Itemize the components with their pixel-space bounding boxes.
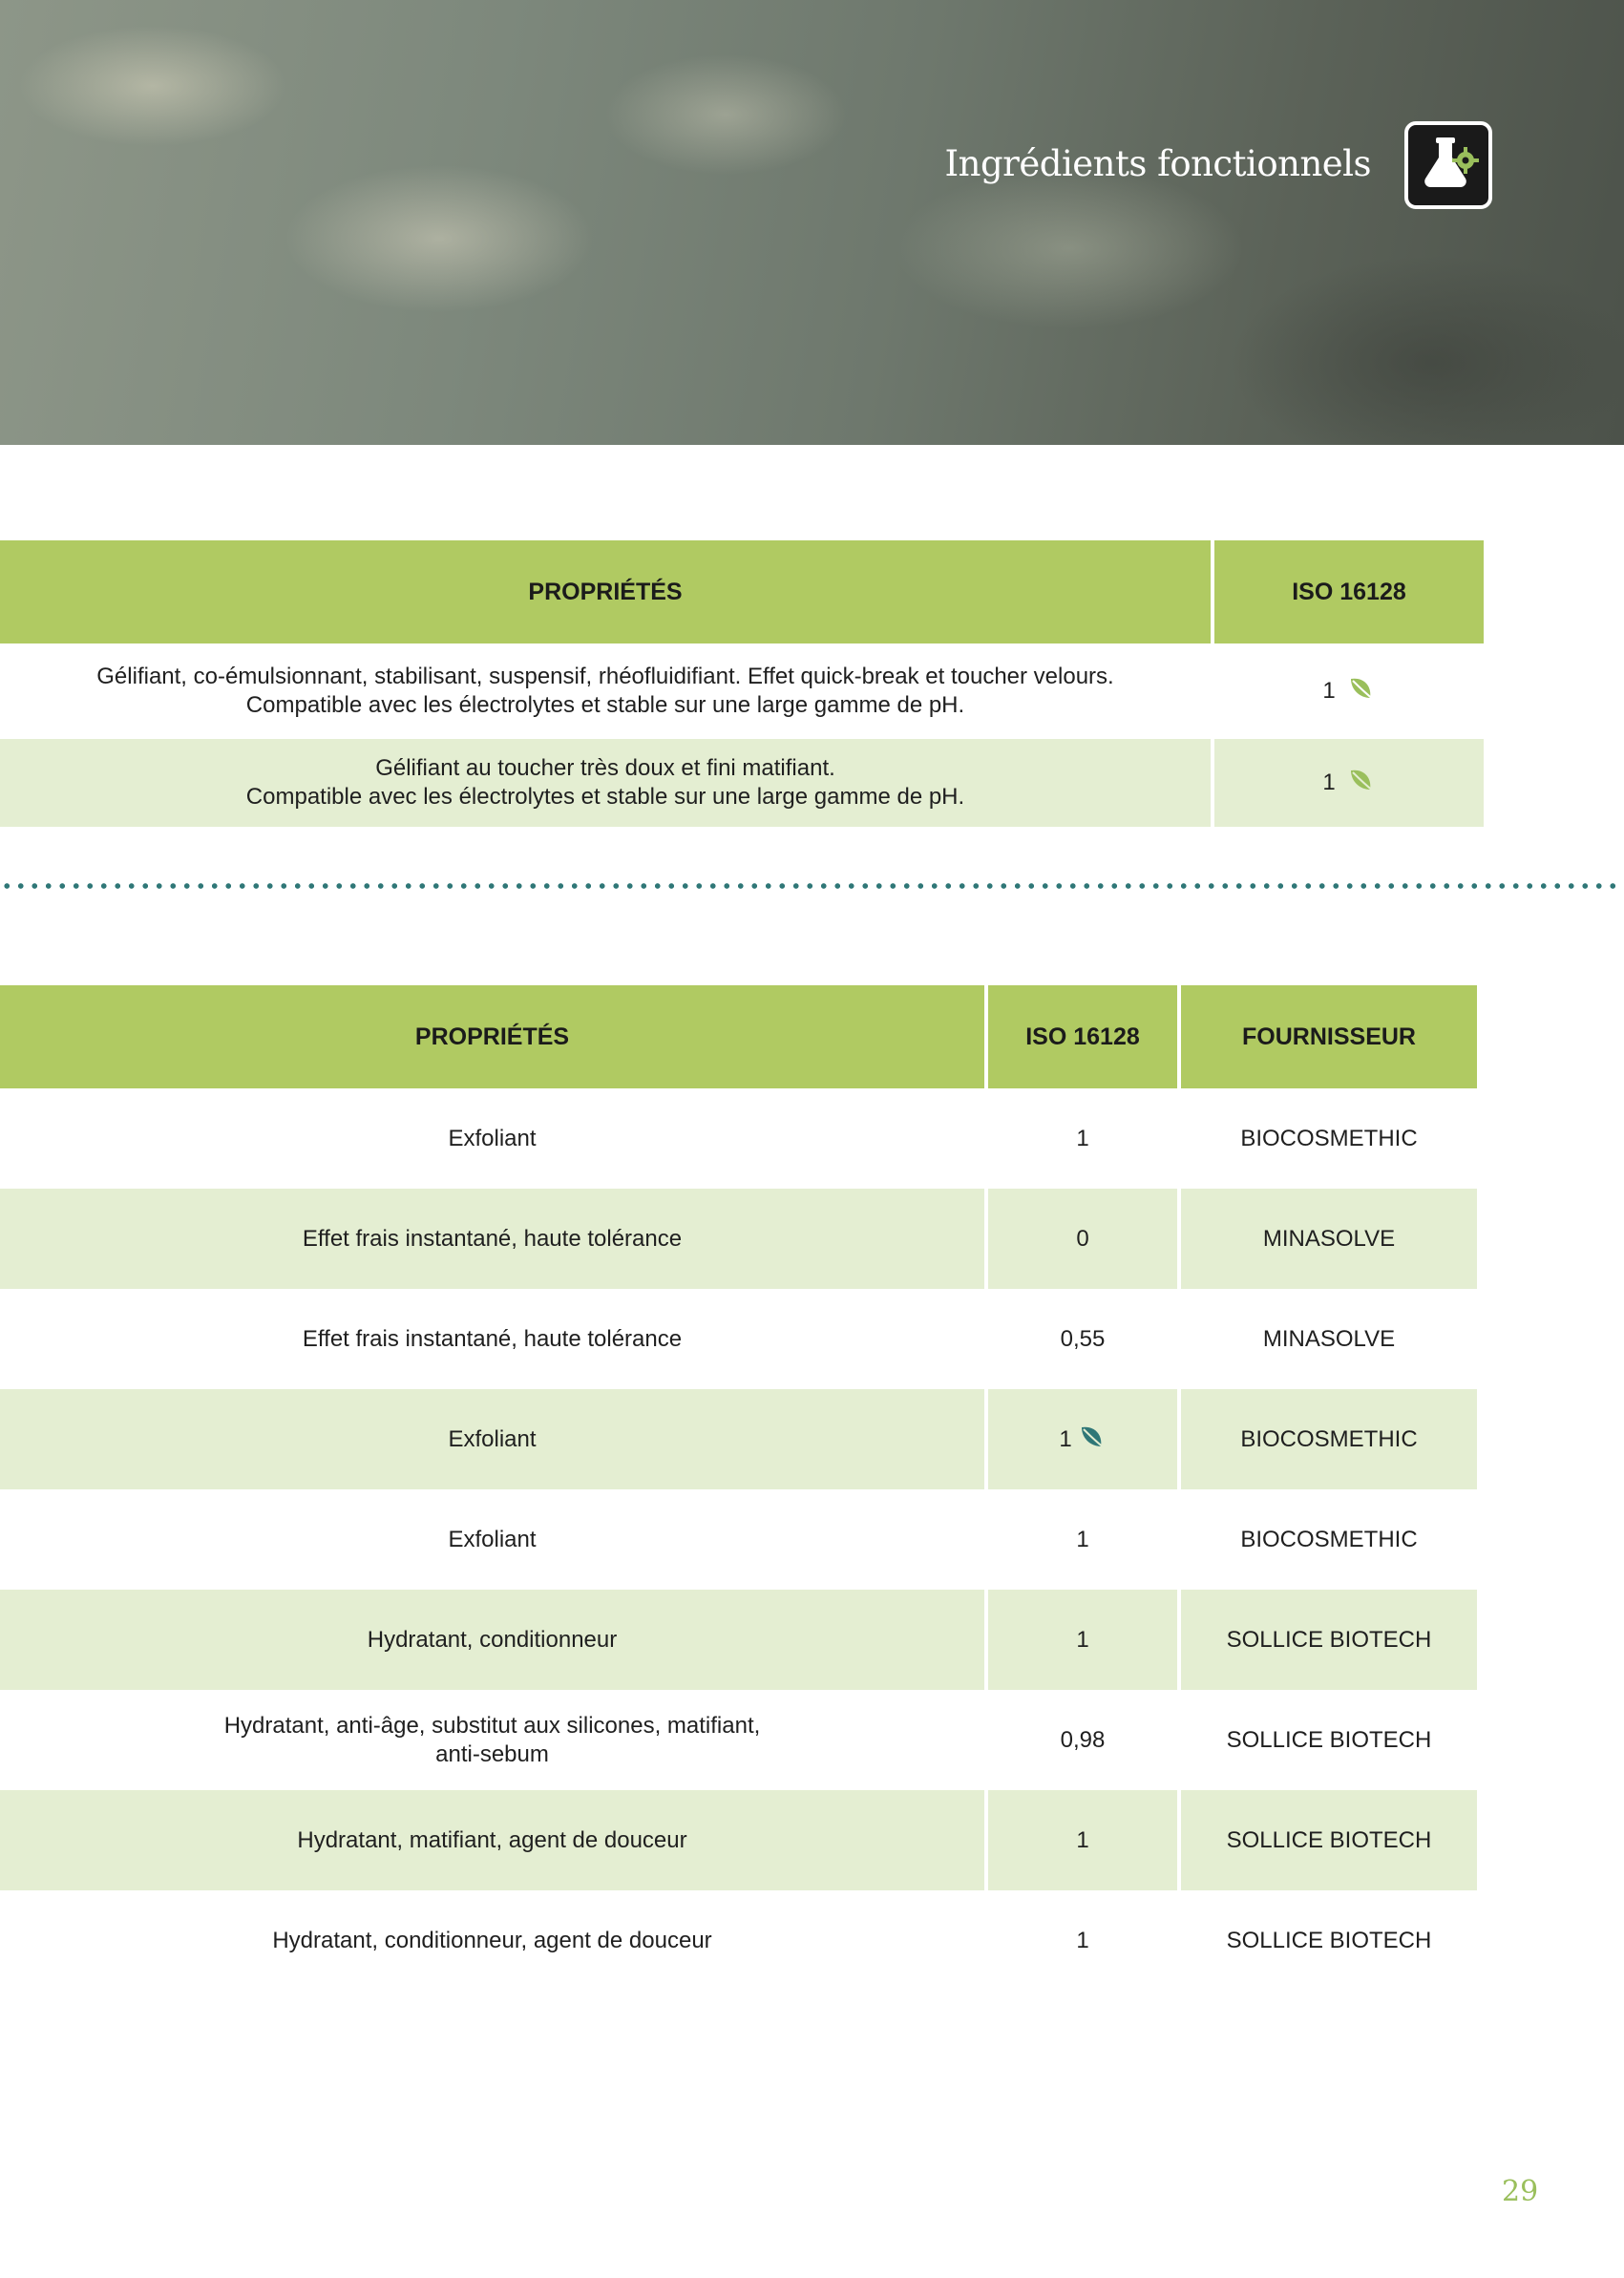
iso-cell (988, 1389, 1177, 1489)
column-header-properties: PROPRIÉTÉS (0, 985, 984, 1088)
iso-cell: 1 (988, 1790, 1177, 1890)
properties-line-1: Gélifiant au toucher très doux et fini matifiant. (375, 755, 835, 781)
dotted-divider (0, 882, 1624, 890)
supplier-cell: BIOCOSMETHIC (1181, 1489, 1477, 1590)
table-row (0, 1088, 1477, 1189)
table-row (0, 1289, 1477, 1389)
supplier-cell: SOLLICE BIOTECH (1181, 1890, 1477, 1991)
properties-cell: Effet frais instantané, haute tolérance (0, 1289, 984, 1389)
column-header-properties: PROPRIÉTÉS (0, 540, 1211, 643)
iso-value: 1 (1322, 770, 1336, 795)
column-header-iso: ISO 16128 (1214, 540, 1484, 643)
supplier-cell: SOLLICE BIOTECH (1181, 1690, 1477, 1790)
section-title: Ingrédients fonctionnels (944, 143, 1371, 184)
properties-table-2 (0, 985, 1477, 1991)
iso-cell: 0 (988, 1189, 1177, 1289)
iso-cell (1214, 739, 1484, 827)
properties-line-2: Compatible avec les électrolytes et stable sur une large gamme de pH. (245, 784, 965, 810)
iso-cell: 1 (988, 1590, 1177, 1690)
table-header (0, 540, 1484, 643)
column-header-iso: ISO 16128 (988, 985, 1177, 1088)
leaf-icon (1078, 1422, 1107, 1458)
properties-cell (0, 643, 1211, 739)
table-row (0, 1790, 1477, 1890)
supplier-cell: BIOCOSMETHIC (1181, 1389, 1477, 1489)
supplier-cell: MINASOLVE (1181, 1189, 1477, 1289)
supplier-cell: SOLLICE BIOTECH (1181, 1790, 1477, 1890)
supplier-cell: BIOCOSMETHIC (1181, 1088, 1477, 1189)
table-row (0, 1389, 1477, 1489)
iso-value: 1 (1322, 678, 1336, 704)
leaf-icon (1347, 673, 1376, 709)
table-row (0, 1590, 1477, 1690)
table-row (0, 1489, 1477, 1590)
properties-cell: Exfoliant (0, 1489, 984, 1590)
iso-cell: 1 (988, 1890, 1177, 1991)
page-number: 29 (1502, 2175, 1539, 2208)
table-row (0, 739, 1484, 827)
table-row (0, 1890, 1477, 1991)
properties-cell: Hydratant, matifiant, agent de douceur (0, 1790, 984, 1890)
properties-cell: Hydratant, conditionneur (0, 1590, 984, 1690)
table-row (0, 1690, 1477, 1790)
iso-cell (1214, 643, 1484, 739)
lab-flask-gear-icon (1404, 121, 1492, 209)
iso-cell: 0,55 (988, 1289, 1177, 1389)
iso-value: 1 (1059, 1425, 1072, 1452)
properties-cell: Hydratant, conditionneur, agent de douceur (0, 1890, 984, 1991)
table-row (0, 643, 1484, 739)
leaf-icon (1347, 765, 1376, 801)
supplier-cell: SOLLICE BIOTECH (1181, 1590, 1477, 1690)
properties-line-2: anti-sebum (435, 1740, 549, 1767)
table-row (0, 1189, 1477, 1289)
properties-line-1: Gélifiant, co-émulsionnant, stabilisant, suspensif, rhéofluidifiant. Effet quick-break et toucher velours. (96, 664, 1114, 689)
properties-cell (0, 739, 1211, 827)
hero-photo (0, 0, 1624, 445)
column-header-supplier: FOURNISSEUR (1181, 985, 1477, 1088)
supplier-cell: MINASOLVE (1181, 1289, 1477, 1389)
properties-cell: Effet frais instantané, haute tolérance (0, 1189, 984, 1289)
iso-cell: 1 (988, 1088, 1177, 1189)
properties-cell (0, 1690, 984, 1790)
properties-line-2: Compatible avec les électrolytes et stable sur une large gamme de pH. (245, 692, 965, 718)
properties-cell: Exfoliant (0, 1088, 984, 1189)
iso-cell: 1 (988, 1489, 1177, 1590)
properties-line-1: Hydratant, anti-âge, substitut aux silicones, matifiant, (223, 1712, 761, 1739)
iso-cell: 0,98 (988, 1690, 1177, 1790)
properties-cell: Exfoliant (0, 1389, 984, 1489)
table-header (0, 985, 1477, 1088)
properties-table-1 (0, 540, 1484, 827)
